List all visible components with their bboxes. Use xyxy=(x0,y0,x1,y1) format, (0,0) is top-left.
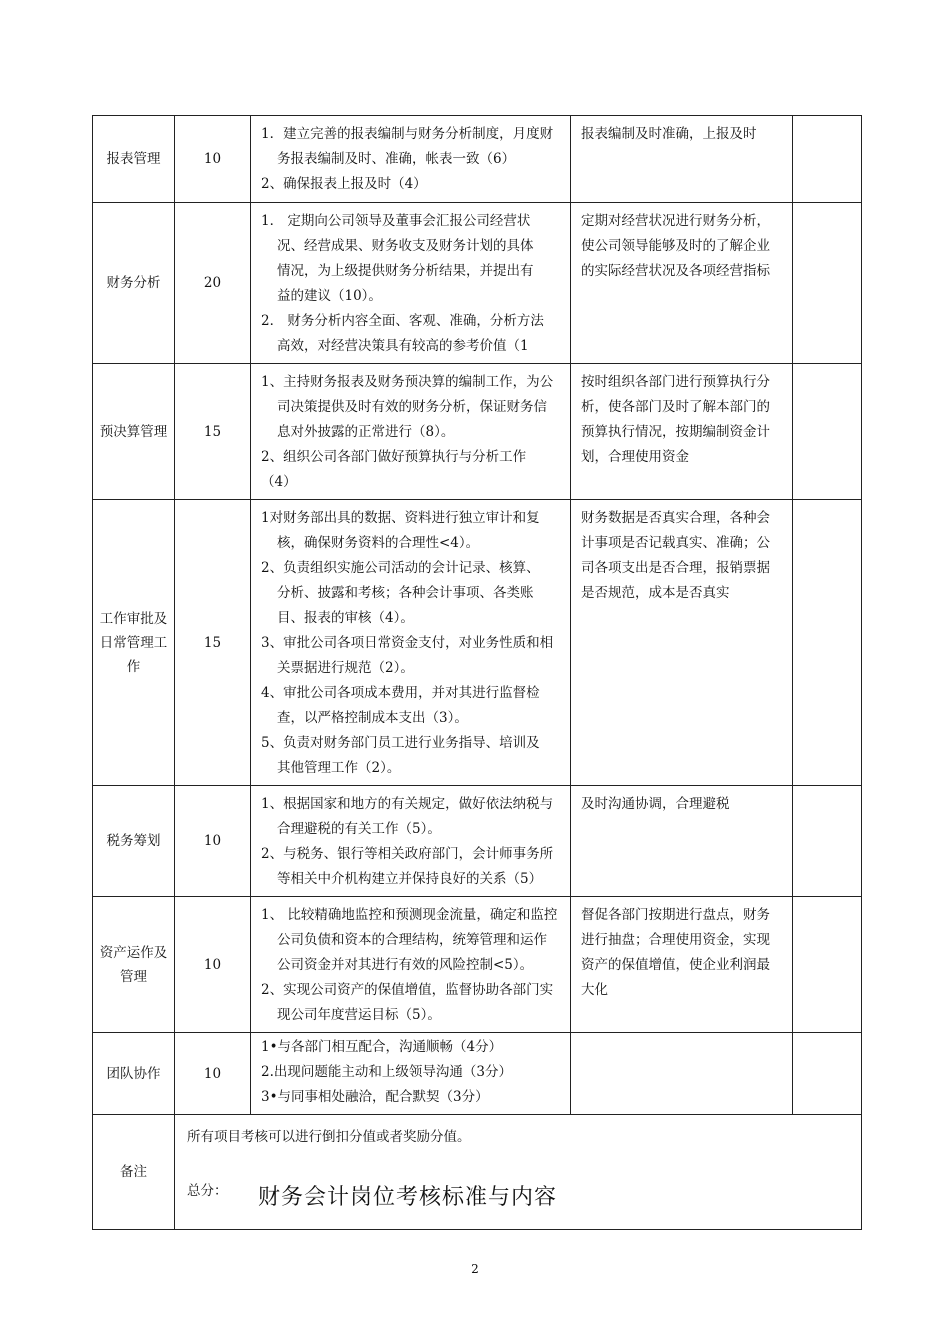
standard-line: 进行抽盘；合理使用资金，实现 xyxy=(581,932,770,948)
empty-cell xyxy=(793,203,862,364)
content-line: （4） xyxy=(261,474,297,490)
standard-line: 析，使各部门及时了解本部门的 xyxy=(581,399,770,415)
standard-line: 及时沟通协调，合理避税 xyxy=(581,796,730,812)
page-number: 2 xyxy=(471,1262,479,1276)
remarks-row xyxy=(93,1115,862,1230)
item-name: 资产运作及管理 xyxy=(93,897,175,1033)
content-line: 等相关中介机构建立并保持良好的关系（5） xyxy=(277,871,543,887)
standard-line: 是否规范，成本是否真实 xyxy=(581,585,730,601)
content-line: 1•与各部门相互配合，沟通顺畅（4分） xyxy=(261,1039,503,1055)
table-row xyxy=(93,786,862,897)
content-line: 1、 比较精确地监控和预测现金流量，确定和监控 xyxy=(261,907,558,923)
content-line: 高效，对经营决策具有较高的参考价值（1 xyxy=(277,338,529,354)
empty-cell xyxy=(793,364,862,500)
empty-cell xyxy=(793,897,862,1033)
item-name: 工作审批及日常管理工作 xyxy=(93,500,175,786)
empty-cell xyxy=(793,786,862,897)
standard-line: 督促各部门按期进行盘点，财务 xyxy=(581,907,770,923)
item-score: 10 xyxy=(175,897,251,1033)
table-row xyxy=(93,203,862,364)
item-content xyxy=(251,500,571,786)
standard-line: 预算执行情况，按期编制资金计 xyxy=(581,424,770,440)
remarks-content xyxy=(175,1115,862,1230)
content-line: 5、负责对财务部门员工进行业务指导、培训及 xyxy=(261,735,540,751)
content-line: 益的建议（10）。 xyxy=(277,288,382,304)
content-line: 1．建立完善的报表编制与财务分析制度，月度财 xyxy=(261,126,554,142)
item-standard xyxy=(571,116,793,203)
standard-line: 定期对经营状况进行财务分析， xyxy=(581,213,770,229)
content-line: 公司资金并对其进行有效的风险控制<5）。 xyxy=(277,957,534,973)
content-line: 关票据进行规范（2）。 xyxy=(277,660,414,676)
content-line: 4、审批公司各项成本费用，并对其进行监督检 xyxy=(261,685,540,701)
standard-line: 司各项支出是否合理，报销票据 xyxy=(581,560,770,576)
content-line: 其他管理工作（2）。 xyxy=(277,760,401,776)
item-content xyxy=(251,1033,571,1115)
item-score: 15 xyxy=(175,364,251,500)
content-line: 息对外披露的正常进行（8）。 xyxy=(277,424,455,440)
standard-line: 划，合理使用资金 xyxy=(581,449,689,465)
remarks-text: 所有项目考核可以进行倒扣分值或者奖励分值。 xyxy=(187,1129,471,1145)
content-line: 1． 定期向公司领导及董事会汇报公司经营状 xyxy=(261,213,531,229)
content-line: 分析、披露和考核；各种会计事项、各类账 xyxy=(277,585,534,601)
item-standard xyxy=(571,1033,793,1115)
content-line: 2、与税务、银行等相关政府部门，会计师事务所 xyxy=(261,846,554,862)
remarks-label: 备注 xyxy=(93,1115,175,1230)
content-line: 合理避税的有关工作（5）。 xyxy=(277,821,441,837)
content-line: 3•与同事相处融洽，配合默契（3分） xyxy=(261,1089,489,1105)
content-line: 2、负责组织实施公司活动的会计记录、核算、 xyxy=(261,560,540,576)
item-content xyxy=(251,116,571,203)
standard-line: 财务数据是否真实合理，各种会 xyxy=(581,510,770,526)
total-score-label: 总分： xyxy=(187,1183,228,1199)
assessment-table xyxy=(92,115,862,1230)
item-score: 10 xyxy=(175,116,251,203)
standard-line: 使公司领导能够及时的了解企业 xyxy=(581,238,770,254)
item-score: 10 xyxy=(175,786,251,897)
content-line: 2、实现公司资产的保值增值，监督协助各部门实 xyxy=(261,982,554,998)
item-content xyxy=(251,786,571,897)
content-line: 2、确保报表上报及时（4） xyxy=(261,176,427,192)
content-line: 2、组织公司各部门做好预算执行与分析工作 xyxy=(261,449,527,465)
content-line: 务报表编制及时、准确，帐表一致（6） xyxy=(277,151,516,167)
empty-cell xyxy=(793,116,862,203)
content-line: 1、主持财务报表及财务预决算的编制工作，为公 xyxy=(261,374,554,390)
content-line: 目、报表的审核（4）。 xyxy=(277,610,414,626)
standard-line: 的实际经营状况及各项经营指标 xyxy=(581,263,770,279)
content-line: 司决策提供及时有效的财务分析，保证财务信 xyxy=(277,399,547,415)
content-line: 查，以严格控制成本支出（3）。 xyxy=(277,710,468,726)
table-row xyxy=(93,364,862,500)
standard-line: 报表编制及时准确，上报及时 xyxy=(581,126,757,142)
item-name: 税务筹划 xyxy=(93,786,175,897)
item-name: 团队协作 xyxy=(93,1033,175,1115)
item-standard xyxy=(571,786,793,897)
content-line: 1、根据国家和地方的有关规定，做好依法纳税与 xyxy=(261,796,554,812)
empty-cell xyxy=(793,1033,862,1115)
content-line: 况、经营成果、财务收支及财务计划的具体 xyxy=(277,238,534,254)
document-title: 财务会计岗位考核标准与内容 xyxy=(258,1185,558,1210)
standard-line: 计事项是否记载真实、准确；公 xyxy=(581,535,770,551)
table-row xyxy=(93,897,862,1033)
item-standard xyxy=(571,364,793,500)
content-line: 1对财务部出具的数据、资料进行独立审计和复 xyxy=(261,510,540,526)
item-standard xyxy=(571,897,793,1033)
table-row xyxy=(93,1033,862,1115)
item-name: 预决算管理 xyxy=(93,364,175,500)
empty-cell xyxy=(793,500,862,786)
content-line: 2． 财务分析内容全面、客观、准确，分析方法 xyxy=(261,313,544,329)
content-line: 3、审批公司各项日常资金支付，对业务性质和相 xyxy=(261,635,554,651)
table-row xyxy=(93,116,862,203)
content-line: 公司负债和资本的合理结构，统筹管理和运作 xyxy=(277,932,547,948)
item-content xyxy=(251,203,571,364)
content-line: 核，确保财务资料的合理性<4）。 xyxy=(277,535,480,551)
content-line: 现公司年度营运目标（5）。 xyxy=(277,1007,441,1023)
item-score: 20 xyxy=(175,203,251,364)
item-name: 报表管理 xyxy=(93,116,175,203)
standard-line: 资产的保值增值，使企业利润最 xyxy=(581,957,770,973)
standard-line: 按时组织各部门进行预算执行分 xyxy=(581,374,770,390)
item-standard xyxy=(571,500,793,786)
table-row xyxy=(93,500,862,786)
item-content xyxy=(251,364,571,500)
item-standard xyxy=(571,203,793,364)
item-name: 财务分析 xyxy=(93,203,175,364)
item-content xyxy=(251,897,571,1033)
content-line: 情况，为上级提供财务分析结果，并提出有 xyxy=(277,263,534,279)
standard-line: 大化 xyxy=(581,982,608,998)
item-score: 15 xyxy=(175,500,251,786)
content-line: 2.出现问题能主动和上级领导沟通（3分） xyxy=(261,1064,512,1080)
item-score: 10 xyxy=(175,1033,251,1115)
